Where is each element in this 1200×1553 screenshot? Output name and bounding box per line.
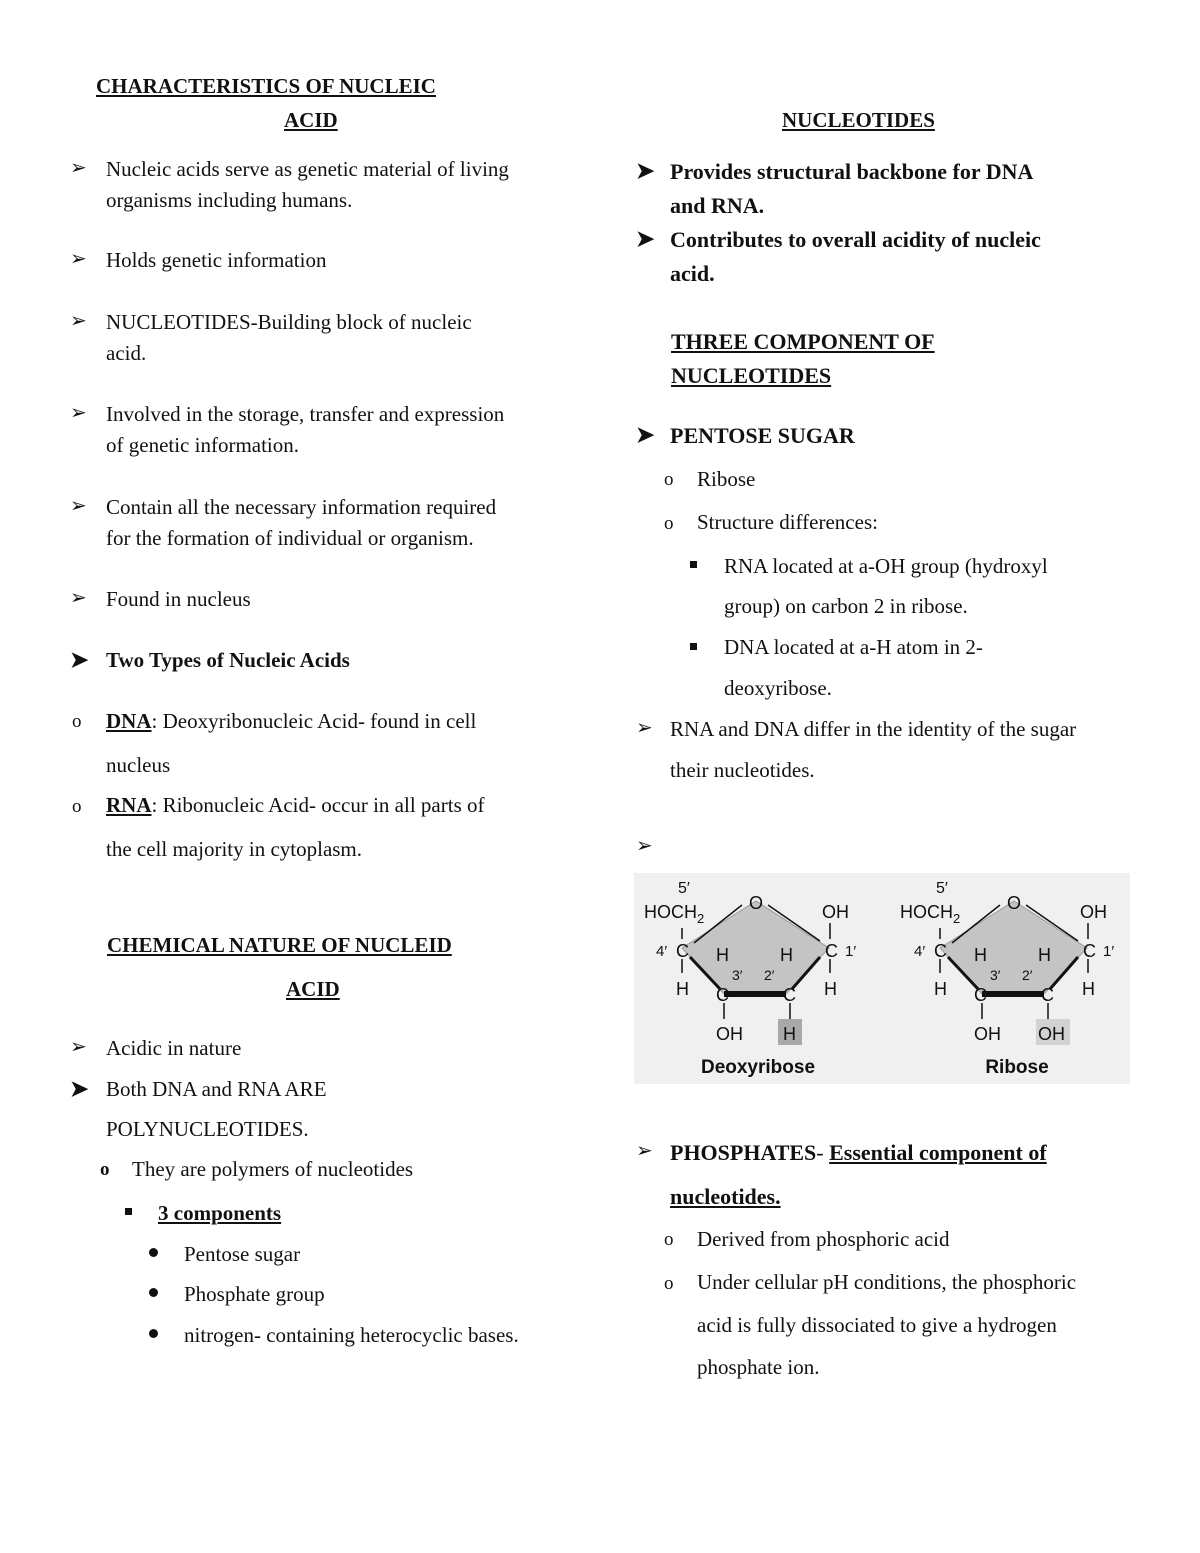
fig-label: OH [716, 1024, 743, 1044]
arrow-bullet-bold-icon: ➤ [636, 226, 655, 251]
list-item: POLYNUCLEOTIDES. [106, 1117, 309, 1141]
fig-label: H [780, 945, 793, 965]
rna-type [106, 793, 485, 817]
differ-text: their nucleotides. [670, 758, 815, 782]
fig-label: C [934, 941, 947, 961]
dot-bullet-icon [149, 1288, 158, 1297]
phos-item: phosphate ion. [697, 1355, 820, 1379]
fig-label: 2′ [1022, 967, 1033, 983]
ribose-text: Ribose [697, 467, 756, 491]
fig-label: H [676, 979, 689, 999]
rna-desc: : Ribonucleic Acid- occur in all parts of [151, 793, 485, 817]
phos-item: acid is fully dissociated to give a hydrogen [697, 1313, 1057, 1337]
fig-sub: 2 [697, 911, 705, 926]
fig-label: OH [822, 902, 849, 922]
phosphates-desc: Essential component of [829, 1140, 1047, 1165]
fig-label: 3′ [990, 967, 1001, 983]
circle-bullet-icon: o [664, 1273, 674, 1294]
phosphates-desc-cont: nucleotides. [670, 1184, 781, 1209]
diff-item: RNA located at a-OH group (hydroxyl [724, 554, 1048, 578]
list-item: Found in nucleus [106, 587, 251, 611]
ribose-caption: Ribose [985, 1057, 1049, 1078]
fig-label: 5′ [678, 880, 690, 897]
polymers-text: They are polymers of nucleotides [132, 1157, 414, 1181]
diff-item: DNA located at a-H atom in 2- [724, 635, 983, 659]
characteristics-title-line2: ACID [284, 108, 338, 132]
list-item: Holds genetic information [106, 248, 327, 272]
fig-label: C [825, 941, 838, 961]
three-component-title-line1: THREE COMPONENT OF [671, 329, 935, 354]
arrow-bullet-icon: ➢ [636, 1140, 653, 1162]
rna-term: RNA [106, 793, 152, 817]
arrow-bullet-icon: ➢ [70, 1036, 87, 1058]
arrow-bullet-icon: ➢ [70, 157, 87, 179]
list-item: and RNA. [670, 193, 765, 218]
dna-desc: : Deoxyribonucleic Acid- found in cell [151, 709, 477, 733]
circle-bullet-icon: o [664, 513, 674, 534]
arrow-bullet-icon: ➢ [70, 495, 87, 517]
arrow-bullet-icon: ➢ [70, 402, 87, 424]
three-component-title-line2: NUCLEOTIDES [671, 363, 832, 388]
arrow-bullet-bold-icon: ➤ [70, 647, 89, 672]
list-item: Contain all the necessary information required [106, 495, 497, 519]
fig-label: C [974, 985, 987, 1005]
fig-hoch: HOCH [900, 902, 953, 922]
square-bullet-icon [690, 561, 697, 568]
arrow-bullet-icon: ➢ [636, 717, 653, 739]
fig-label: 4′ [914, 943, 926, 960]
fig-label: H [783, 1024, 796, 1044]
component-item: Phosphate group [184, 1282, 325, 1306]
component-item: nitrogen- containing heterocyclic bases. [184, 1323, 519, 1347]
circle-bullet-icon: o [664, 469, 674, 490]
fig-label: H [1038, 945, 1051, 965]
circle-bullet-icon: o [664, 1229, 674, 1250]
chemical-title-line1: CHEMICAL NATURE OF NUCLEID [107, 933, 452, 957]
fig-label: 4′ [656, 943, 668, 960]
nucleotides-title: NUCLEOTIDES [782, 108, 935, 132]
list-item: Provides structural backbone for DNA [670, 159, 1034, 184]
diff-item: group) on carbon 2 in ribose. [724, 594, 968, 618]
arrow-bullet-icon: ➢ [70, 248, 87, 270]
phosphates-line [670, 1140, 1047, 1165]
arrow-bullet-bold-icon: ➤ [70, 1076, 89, 1101]
phosphates-dash: - [816, 1140, 830, 1165]
fig-label: 3′ [732, 967, 743, 983]
fig-label: C [1041, 985, 1054, 1005]
fig-label: H [824, 979, 837, 999]
list-item: Nucleic acids serve as genetic material of living [106, 157, 509, 181]
square-bullet-icon [690, 643, 697, 650]
dot-bullet-icon [149, 1248, 158, 1257]
fig-label: C [716, 985, 729, 1005]
fig-label: OH [1038, 1024, 1065, 1044]
fig-label: OH [974, 1024, 1001, 1044]
circle-bullet-icon: o [100, 1159, 110, 1180]
deoxyribose-caption: Deoxyribose [700, 1057, 816, 1078]
fig-label: C [1083, 941, 1096, 961]
arrow-bullet-icon: ➢ [70, 587, 87, 609]
circle-bullet-icon: o [72, 711, 82, 732]
fig-label: 5′ [936, 880, 948, 897]
circle-bullet-icon: o [72, 796, 82, 817]
differ-text: RNA and DNA differ in the identity of the sugar [670, 717, 1077, 741]
components-label: 3 components [158, 1201, 282, 1225]
diff-item: deoxyribose. [724, 676, 832, 700]
fig-label: H [934, 979, 947, 999]
dna-term: DNA [106, 709, 152, 733]
fig-label: OH [1080, 902, 1107, 922]
phos-item: Under cellular pH conditions, the phosphoric [697, 1270, 1077, 1294]
fig-label: C [676, 941, 689, 961]
fig-label: O [1007, 893, 1022, 913]
fig-label: H [974, 945, 987, 965]
fig-label: H [716, 945, 729, 965]
fig-label: C [783, 985, 796, 1005]
list-item: Involved in the storage, transfer and expression [106, 402, 505, 426]
dna-desc-cont: nucleus [106, 753, 171, 777]
rna-desc-cont: the cell majority in cytoplasm. [106, 837, 363, 861]
dna-type [106, 709, 476, 733]
arrow-bullet-bold-icon: ➤ [636, 422, 655, 447]
list-item: acid. [106, 341, 147, 365]
fig-hoch: HOCH [644, 902, 697, 922]
list-item: of genetic information. [106, 433, 300, 457]
list-item: NUCLEOTIDES-Building block of nucleic [106, 310, 472, 334]
list-item: Two Types of Nucleic Acids [106, 648, 350, 672]
square-bullet-icon [125, 1208, 132, 1215]
list-item: for the formation of individual or organism. [106, 526, 474, 550]
chemical-title-line2: ACID [286, 977, 340, 1001]
list-item: organisms including humans. [106, 188, 353, 212]
fig-label: 2′ [764, 967, 775, 983]
characteristics-title-line1: CHARACTERISTICS OF NUCLEIC [96, 74, 436, 98]
list-item: Acidic in nature [106, 1036, 242, 1060]
fig-sub: 2 [953, 911, 961, 926]
list-item: Both DNA and RNA ARE [106, 1077, 327, 1101]
component-item: Pentose sugar [184, 1242, 301, 1266]
structure-diff-text: Structure differences: [697, 510, 878, 534]
phosphates-label: PHOSPHATES [670, 1140, 817, 1165]
list-item: Contributes to overall acidity of nucleic [670, 227, 1041, 252]
dot-bullet-icon [149, 1329, 158, 1338]
pentose-label: PENTOSE SUGAR [670, 423, 855, 448]
list-item: acid. [670, 261, 715, 286]
fig-label: 1′ [1103, 943, 1115, 960]
fig-label: O [749, 893, 764, 913]
arrow-bullet-bold-icon: ➤ [636, 158, 655, 183]
arrow-bullet-icon: ➢ [636, 835, 653, 857]
arrow-bullet-icon: ➢ [70, 310, 87, 332]
sugar-structures-figure [634, 873, 1130, 1084]
phos-item: Derived from phosphoric acid [697, 1227, 950, 1251]
fig-label: 1′ [845, 943, 857, 960]
fig-label: H [1082, 979, 1095, 999]
